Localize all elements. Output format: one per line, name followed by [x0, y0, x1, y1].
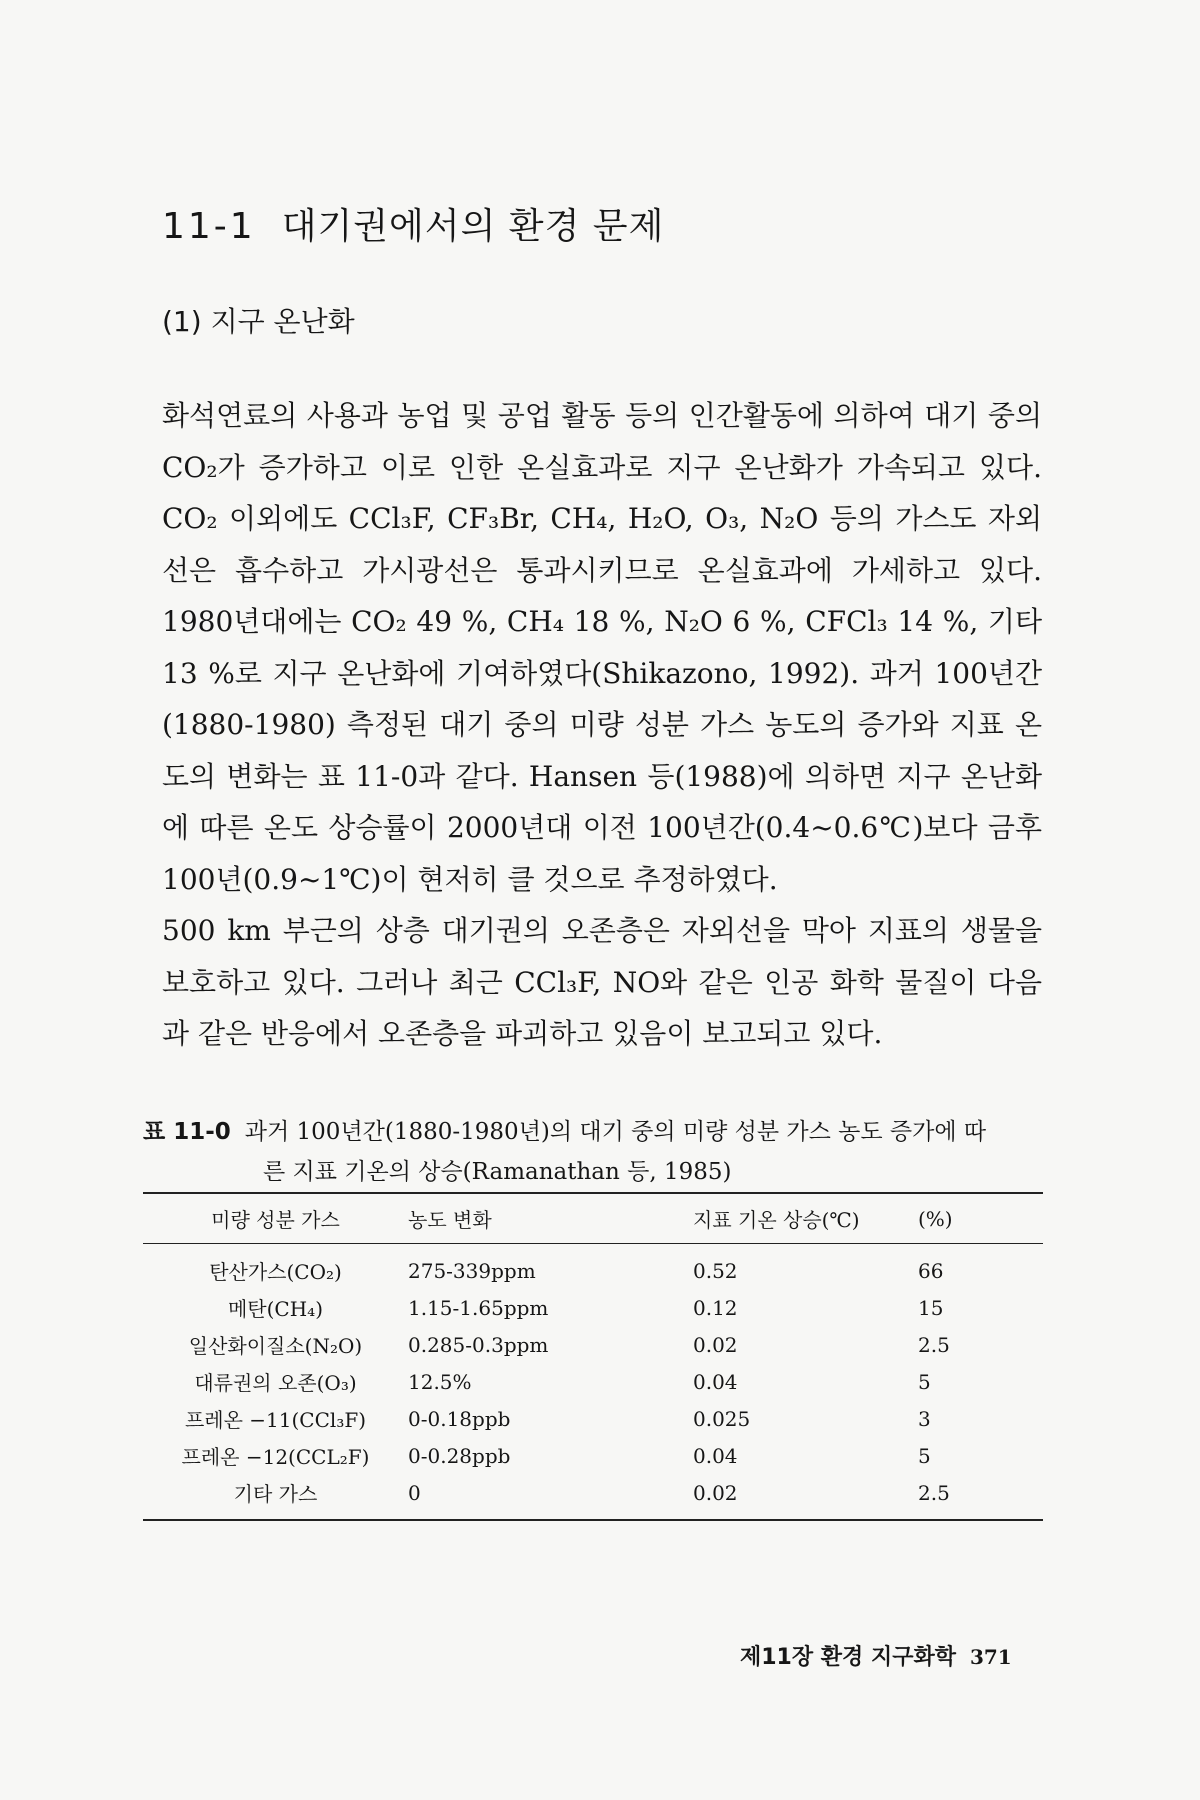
- cell-percent: 15: [918, 1295, 944, 1320]
- cell-concentration: 0: [408, 1474, 693, 1520]
- page-number: 371: [969, 1645, 1012, 1669]
- cell-gas: 대류권의 오존(O₃): [194, 1371, 357, 1395]
- table-row: [143, 1326, 1043, 1363]
- paragraph: 화석연료의 사용과 농업 및 공업 활동 등의 인간활동에 의하여 대기 중의 CO₂가 증가하고 이로 인한 온실효과로 지구 온난화가 가속되고 있다. CO₂ 이외에도 CCl₃F, CF₃Br, CH₄, H₂O, O₃, N₂O 등의 가스도 자외선은 흡수하고 가시광선은 통과시키므로 온실효과에 가세하고 있다. 1980년대에는 CO₂ 49 %, CH₄ 18 %, N₂O 6 %, CFCl₃ 14 %, 기타 13 %로 지구 온난화에 기여하였다(Shikazono, 1992). 과거 100년간 (1880-1980) 측정된 대기 중의 미량 성분 가스 농도의 증가와 지표 온도의 변화는 표 11-0과 같다. Hansen 등(1988)에 의하면 지구 온난화에 따른 온도 상승률이 2000년대 이전 100년간(0.4~0.6℃)보다 금후 100년(0.9~1℃)이 현저히 클 것으로 추정하였다.: [162, 399, 1042, 896]
- cell-concentration: 1.15-1.65ppm: [408, 1295, 549, 1320]
- chapter-label: 제11장 환경 지구화학: [740, 1645, 956, 1670]
- subsection-title: (1) 지구 온난화: [162, 305, 355, 338]
- table-caption-line1: 과거 100년간(1880-1980년)의 대기 중의 미량 성분 가스 농도 증가에 따: [244, 1119, 987, 1145]
- cell-percent: 2.5: [918, 1332, 950, 1357]
- cell-temperature: 0.04: [693, 1369, 738, 1394]
- table-row: [143, 1437, 1043, 1474]
- table-caption: [143, 1112, 1043, 1192]
- body-text: [162, 390, 1042, 1060]
- cell-gas: 기타 가스: [143, 1474, 408, 1520]
- cell-percent: 66: [918, 1258, 944, 1283]
- cell-gas: 프레온 −11(CCl₃F): [184, 1408, 367, 1432]
- cell-temperature: 0.04: [693, 1443, 738, 1468]
- table-row: [143, 1363, 1043, 1400]
- cell-concentration: 0-0.28ppb: [408, 1443, 511, 1468]
- section-title: [162, 198, 664, 249]
- cell-percent: 5: [918, 1443, 931, 1468]
- table-header-row: [143, 1193, 1043, 1244]
- header-gas: 미량 성분 가스: [143, 1193, 408, 1244]
- cell-percent: 3: [918, 1406, 931, 1431]
- cell-percent: 2.5: [918, 1474, 1043, 1520]
- cell-temperature: 0.025: [693, 1406, 751, 1431]
- table-caption-label: 표 11-0: [143, 1119, 231, 1145]
- table-row: [143, 1474, 1043, 1520]
- data-table: [143, 1192, 1043, 1521]
- cell-temperature: 0.12: [693, 1295, 738, 1320]
- cell-gas: 일산화이질소(N₂O): [188, 1334, 363, 1358]
- cell-concentration: 0-0.18ppb: [408, 1406, 511, 1431]
- header-temperature: 지표 기온 상승(℃): [693, 1193, 918, 1244]
- cell-temperature: 0.52: [693, 1258, 738, 1283]
- cell-concentration: 0.285-0.3ppm: [408, 1332, 549, 1357]
- header-percent: (%): [918, 1193, 1043, 1244]
- section-number: 11-1: [162, 206, 256, 247]
- cell-concentration: 275-339ppm: [408, 1258, 536, 1283]
- cell-gas: 프레온 −12(CCL₂F): [181, 1445, 370, 1469]
- table-caption-line2: 른 지표 기온의 상승(Ramanathan 등, 1985): [263, 1159, 732, 1185]
- section-title-text: 대기권에서의 환경 문제: [281, 206, 665, 247]
- cell-percent: 5: [918, 1369, 931, 1394]
- cell-gas: 메탄(CH₄): [227, 1297, 323, 1321]
- cell-gas: 탄산가스(CO₂): [209, 1260, 342, 1284]
- table-row: [143, 1244, 1043, 1290]
- cell-temperature: 0.02: [693, 1474, 918, 1520]
- header-concentration: 농도 변화: [408, 1193, 693, 1244]
- paragraph: 500 km 부근의 상층 대기권의 오존층은 자외선을 막아 지표의 생물을 보호하고 있다. 그러나 최근 CCl₃F, NO와 같은 인공 화학 물질이 다음과 같은 반응에서 오존층을 파괴하고 있음이 보고되고 있다.: [162, 914, 1042, 1050]
- cell-temperature: 0.02: [693, 1332, 738, 1357]
- page-footer: [740, 1640, 1012, 1671]
- cell-concentration: 12.5%: [408, 1369, 472, 1394]
- table-row: [143, 1400, 1043, 1437]
- table-row: [143, 1289, 1043, 1326]
